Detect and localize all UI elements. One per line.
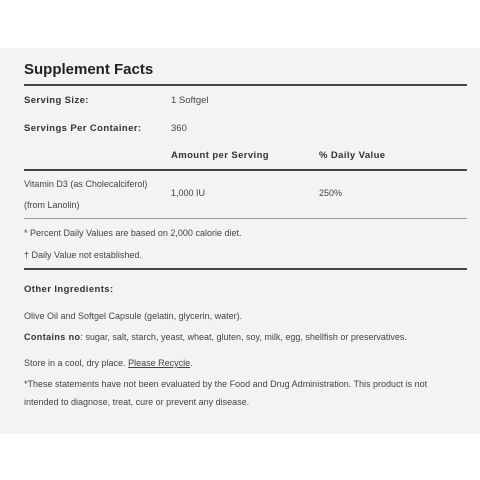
storage-text: Store in a cool, dry place.	[24, 358, 129, 368]
contains-no-line	[24, 332, 407, 342]
title-rule	[24, 84, 467, 86]
amount-per-serving-header: Amount per Serving	[171, 150, 269, 161]
contains-no-text: : sugar, salt, starch, yeast, wheat, gluten, soy, milk, egg, shellfish or preservatives.	[80, 332, 407, 342]
servings-per-container-value: 360	[171, 123, 187, 134]
nutrient-name-line1: Vitamin D3 (as Cholecalciferol)	[24, 179, 148, 189]
other-ingredients-label: Other Ingredients:	[24, 284, 114, 295]
supplement-facts-title: Supplement Facts	[24, 61, 154, 78]
storage-line	[24, 358, 193, 368]
serving-size-label: Serving Size:	[24, 95, 89, 106]
other-ingredients-text: Olive Oil and Softgel Capsule (gelatin, glycerin, water).	[24, 311, 243, 321]
servings-per-container-label: Servings Per Container:	[24, 123, 142, 134]
contains-no-label: Contains no	[24, 332, 81, 342]
nutrient-daily-value: 250%	[319, 188, 343, 198]
footnote-rule	[24, 268, 467, 270]
nutrient-name-line2: (from Lanolin)	[24, 200, 80, 210]
serving-size-value: 1 Softgel	[171, 95, 209, 106]
storage-end: .	[190, 358, 193, 368]
please-recycle-link[interactable]: Please Recycle	[128, 358, 191, 368]
disclaimer-line2: intended to diagnose, treat, cure or prevent any disease.	[24, 397, 250, 407]
header-rule	[24, 169, 467, 171]
disclaimer-line1: *These statements have not been evaluated by the Food and Drug Administration. This product is not	[24, 379, 428, 389]
percent-daily-footnote: * Percent Daily Values are based on 2,000 calorie diet.	[24, 228, 242, 238]
dagger-footnote: † Daily Value not established.	[24, 250, 142, 260]
daily-value-header: % Daily Value	[319, 150, 386, 161]
nutrient-rule	[24, 218, 467, 219]
nutrient-amount: 1,000 IU	[171, 188, 206, 198]
